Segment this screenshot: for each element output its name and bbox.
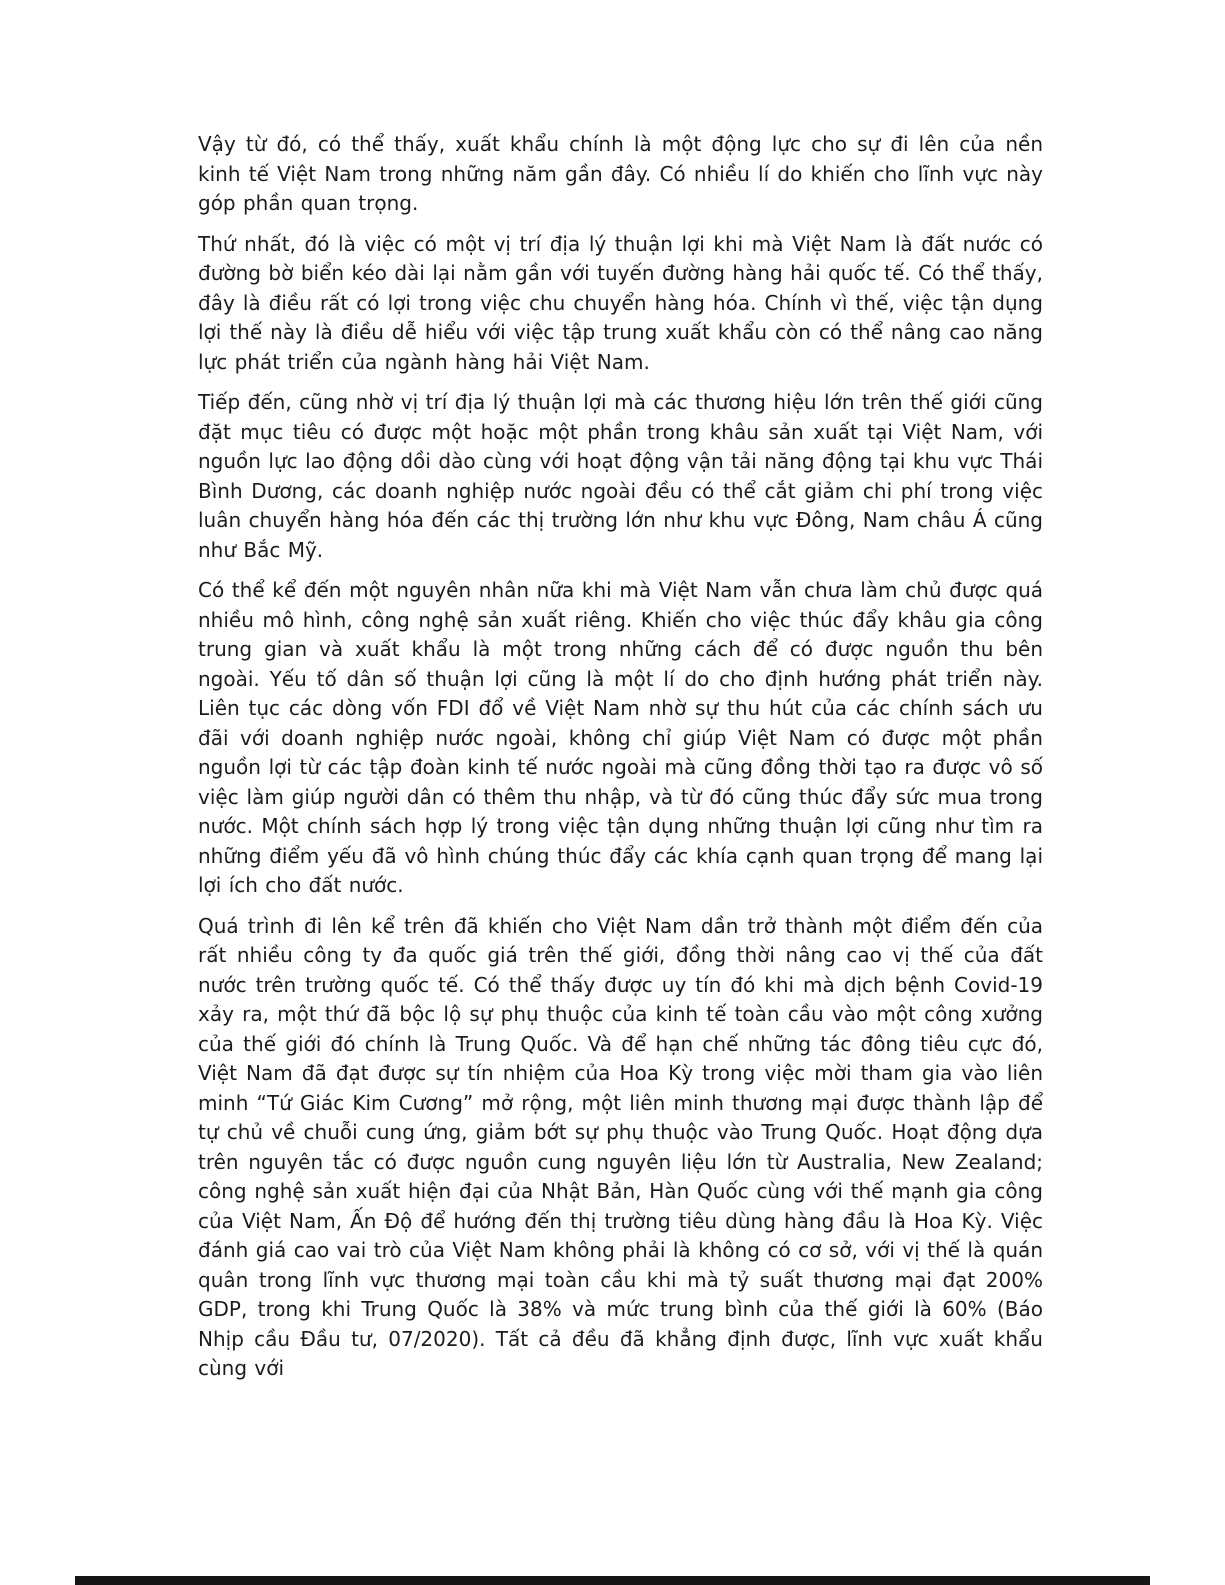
paragraph-4: Có thể kể đến một nguyên nhân nữa khi mà Việt Nam vẫn chưa làm chủ được quá nhiều mô hình, công nghệ sản xuất riêng. Khiến cho việc thúc đẩy khâu gia công trung gian và xuất khẩu là một trong những cách để có được nguồn thu bên ngoài. Yếu tố dân số thuận lợi cũng là một lí do cho định hướng phát triển này. Liên tục các dòng vốn FDI đổ về Việt Nam nhờ sự thu hút của các chính sách ưu đãi với doanh nghiệp nước ngoài, không chỉ giúp Việt Nam có được một phần nguồn lợi từ các tập đoàn kinh tế nước ngoài mà cũng đồng thời tạo ra được vô số việc làm giúp người dân có thêm thu nhập, và từ đó cũng thúc đẩy sức mua trong nước. Một chính sách hợp lý trong việc tận dụng những thuận lợi cũng như tìm ra những điểm yếu đã vô hình chúng thúc đẩy các khía cạnh quan trọng để mang lại lợi ích cho đất nước. (198, 578, 1043, 897)
paragraph-1: Vậy từ đó, có thể thấy, xuất khẩu chính là một động lực cho sự đi lên của nền kinh tế Việt Nam trong những năm gần đây. Có nhiều lí do khiến cho lĩnh vực này góp phần quan trọng. (198, 132, 1043, 215)
paragraph-3: Tiếp đến, cũng nhờ vị trí địa lý thuận lợi mà các thương hiệu lớn trên thế giới cũng đặt mục tiêu có được một hoặc một phần trong khâu sản xuất tại Việt Nam, với nguồn lực lao động dồi dào cùng với hoạt động vận tải năng động tại khu vực Thái Bình Dương, các doanh nghiệp nước ngoài đều có thể cắt giảm chi phí trong việc luân chuyển hàng hóa đến các thị trường lớn như khu vực Đông, Nam châu Á cũng như Bắc Mỹ. (198, 390, 1043, 562)
text-column (198, 130, 1043, 1395)
page-bottom-bar (75, 1576, 1150, 1585)
paragraph-5: Quá trình đi lên kể trên đã khiến cho Việt Nam dần trở thành một điểm đến của rất nhiều công ty đa quốc giá trên thế giới, đồng thời nâng cao vị thế của đất nước trên trường quốc tế. Có thể thấy được uy tín đó khi mà dịch bệnh Covid-19 xảy ra, một thứ đã bộc lộ sự phụ thuộc của kinh tế toàn cầu vào một công xưởng của thế giới đó chính là Trung Quốc. Và để hạn chế những tác đông tiêu cực đó, Việt Nam đã đạt được sự tín nhiệm của Hoa Kỳ trong việc mời tham gia vào liên minh “Tứ Giác Kim Cương” mở rộng, một liên minh thương mại được thành lập để tự chủ về chuỗi cung ứng, giảm bớt sự phụ thuộc vào Trung Quốc. Hoạt động dựa trên nguyên tắc có được nguồn cung nguyên liệu lớn từ Australia, New Zealand; công nghệ sản xuất hiện đại của Nhật Bản, Hàn Quốc cùng với thế mạnh gia công của Việt Nam, Ấn Độ để hướng đến thị trường tiêu dùng hàng đầu là Hoa Kỳ. Việc đánh giá cao vai trò của Việt Nam không phải là không có cơ sở, với vị thế là quán quân trong lĩnh vực thương mại toàn cầu khi mà tỷ suất thương mại đạt 200% GDP, trong khi Trung Quốc là 38% và mức trung bình của thế giới là 60% (Báo Nhịp cầu Đầu tư, 07/2020). Tất cả đều đã khẳng định được, lĩnh vực xuất khẩu cùng với (198, 913, 1043, 1380)
paragraph-2: Thứ nhất, đó là việc có một vị trí địa lý thuận lợi khi mà Việt Nam là đất nước có đường bờ biển kéo dài lại nằm gần với tuyến đường hàng hải quốc tế. Có thể thấy, đây là điều rất có lợi trong việc chu chuyển hàng hóa. Chính vì thế, việc tận dụng lợi thế này là điều dễ hiểu với việc tập trung xuất khẩu còn có thể nâng cao năng lực phát triển của ngành hàng hải Việt Nam. (198, 231, 1043, 374)
